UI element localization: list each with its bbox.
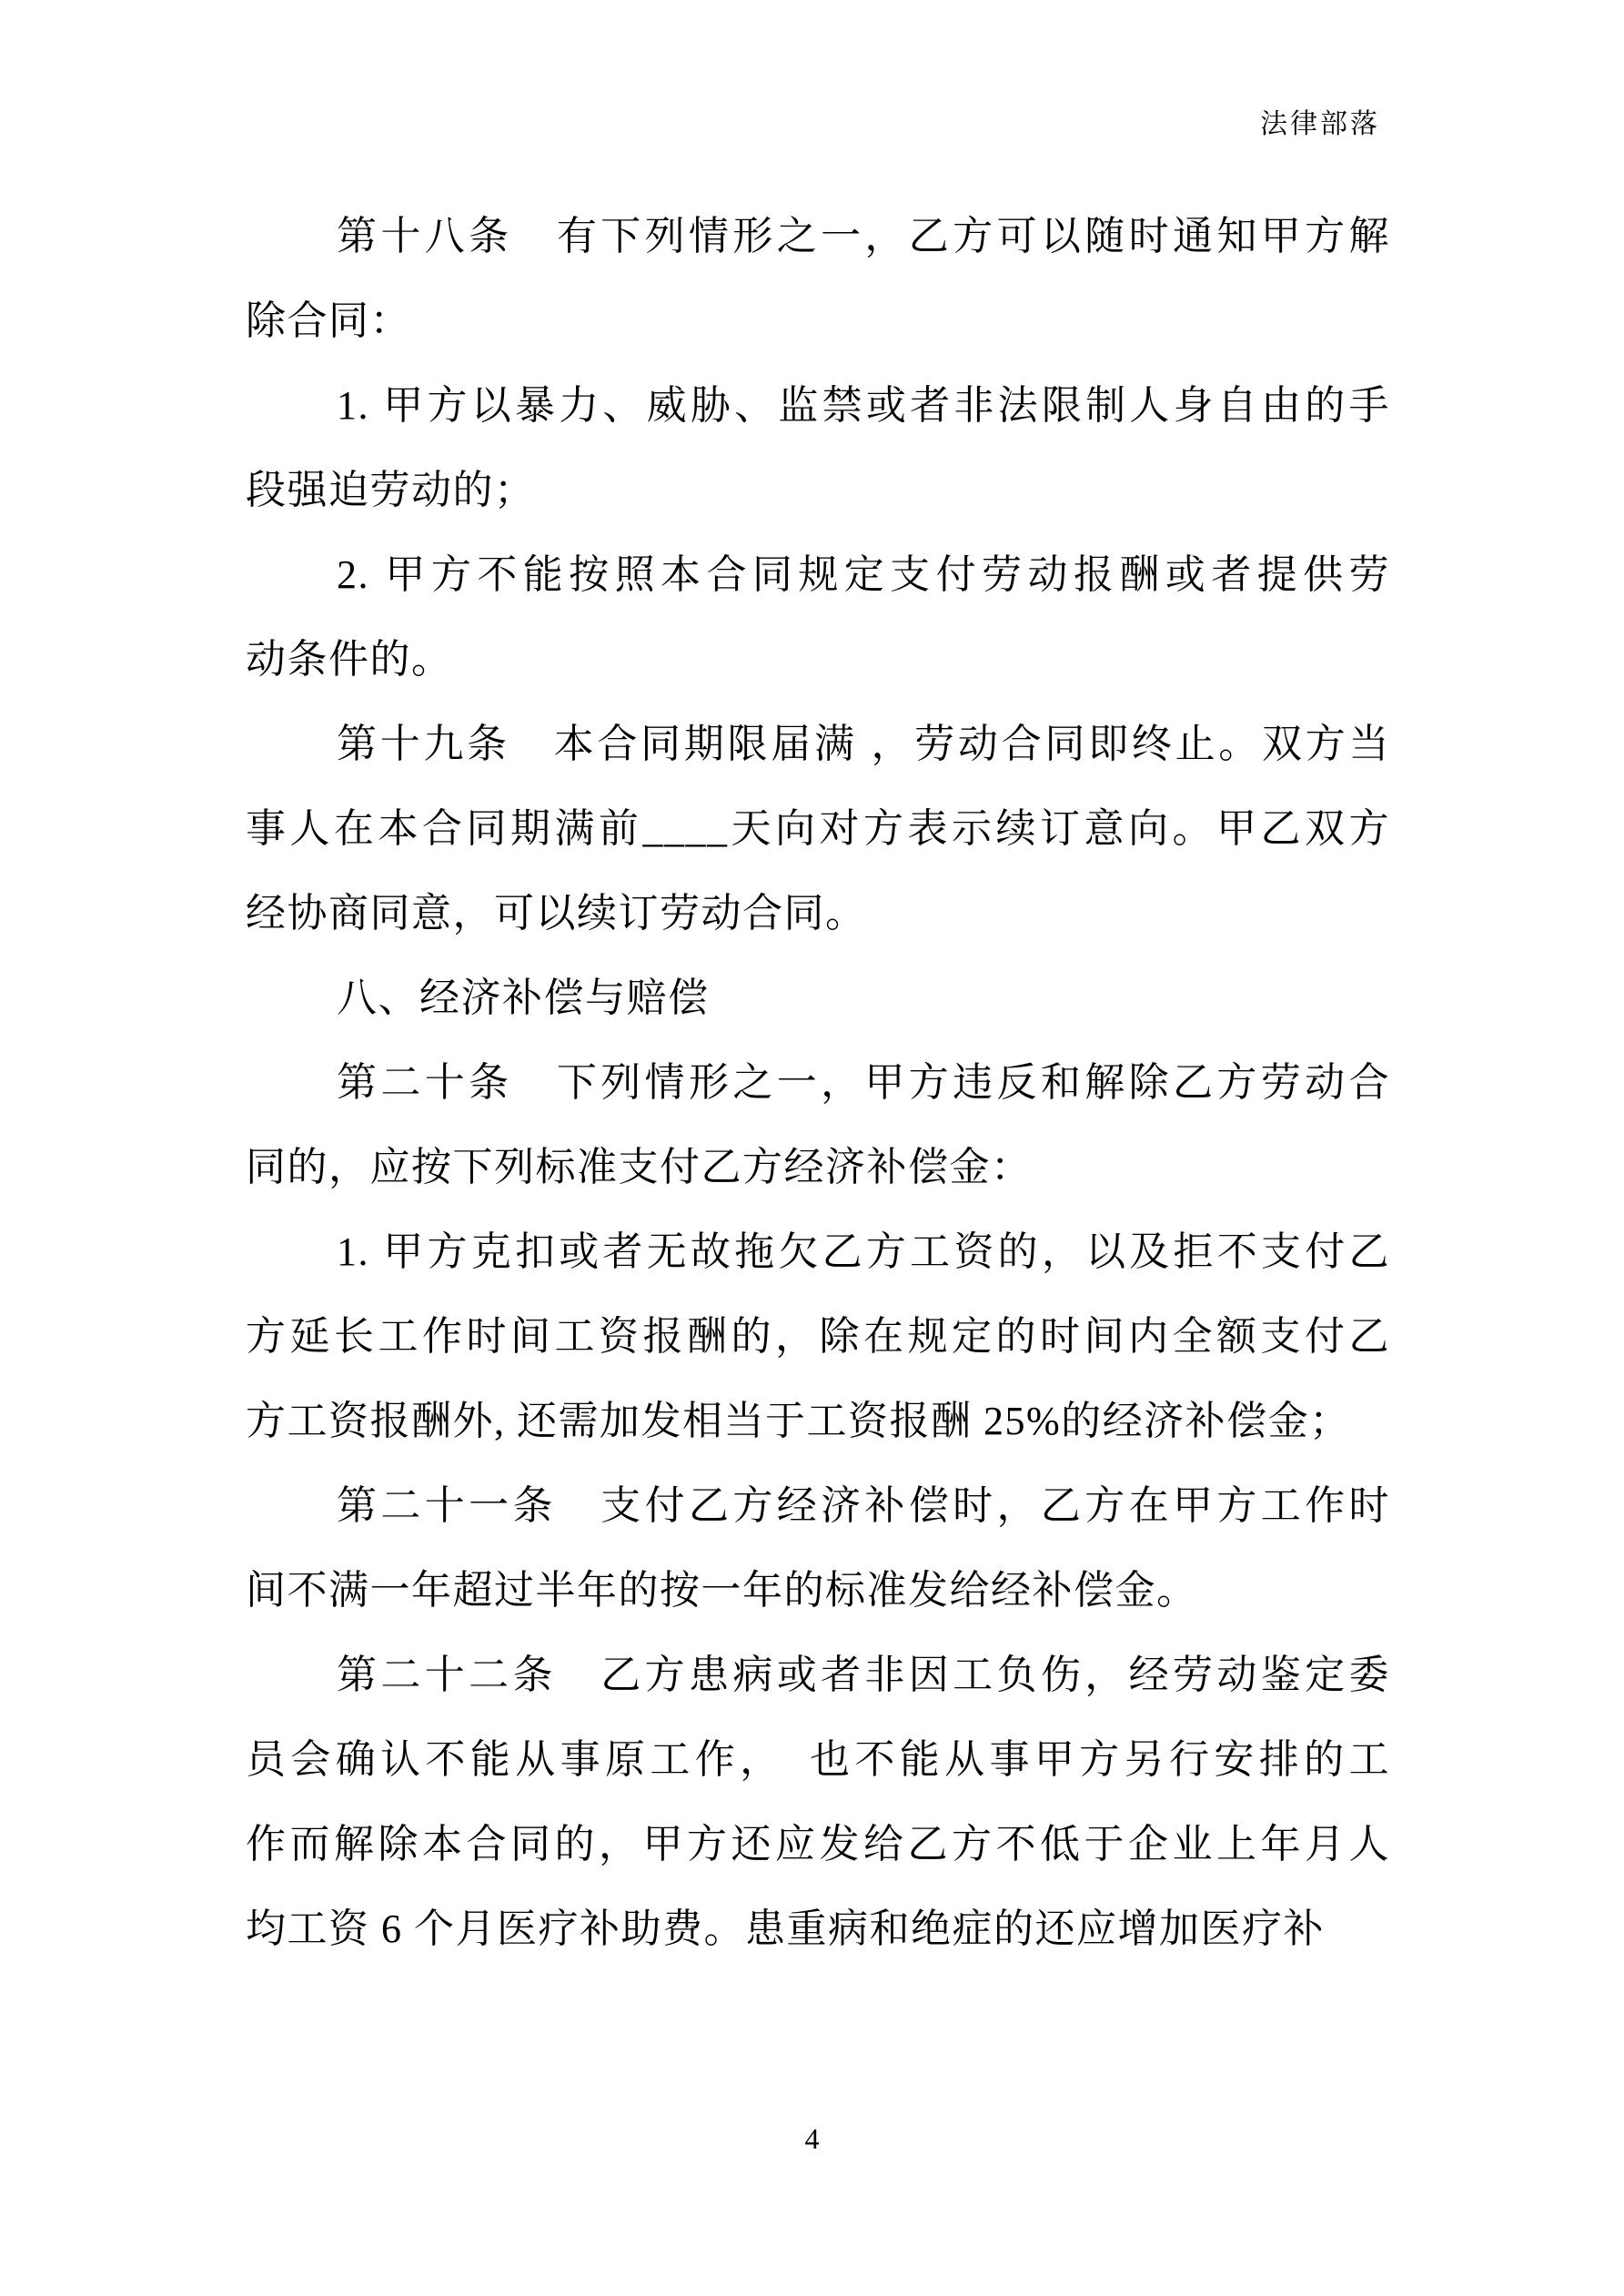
page-number: 4 xyxy=(804,2122,820,2155)
text-line-4: 段强迫劳动的； xyxy=(246,468,536,512)
text-line-21: 均工资 6 个月医疗补助费。患重病和绝症的还应增加医疗补 xyxy=(246,1907,1325,1951)
text-line-12: 同的，应按下列标准支付乙方经济补偿金： xyxy=(246,1145,1033,1189)
text-line-18: 第二十二条 乙方患病或者非因工负伤，经劳动鉴定委 xyxy=(337,1653,1390,1697)
document-body xyxy=(246,194,1390,1971)
text-line-11: 第二十条 下列情形之一，甲方违反和解除乙方劳动合 xyxy=(337,1060,1390,1105)
text-line-13: 1. 甲方克扣或者无故拖欠乙方工资的，以及拒不支付乙 xyxy=(337,1229,1390,1274)
text-line-8: 事人在本合同期满前____天向对方表示续订意向。甲乙双方 xyxy=(246,806,1390,851)
text-line-5: 2. 甲方不能按照本合同规定支付劳动报酬或者提供劳 xyxy=(337,552,1390,597)
text-line-6: 动条件的。 xyxy=(246,637,453,682)
text-line-20: 作而解除本合同的，甲方还应发给乙方不低于企业上年月人 xyxy=(246,1822,1390,1866)
text-line-15: 方工资报酬外, 还需加发相当于工资报酬 25%的经济补偿金； xyxy=(246,1399,1351,1443)
text-line-19: 员会确认不能从事原工作， 也不能从事甲方另行安排的工 xyxy=(246,1737,1390,1782)
text-line-10: 八、经济补偿与赔偿 xyxy=(337,976,710,1020)
text-line-14: 方延长工作时间工资报酬的，除在规定的时间内全额支付乙 xyxy=(246,1314,1390,1359)
page-header-site-label: 法律部落 xyxy=(1260,109,1380,139)
text-line-9: 经协商同意，可以续订劳动合同。 xyxy=(246,891,867,936)
text-line-7: 第十九条 本合同期限届满 ，劳动合同即终止。双方当 xyxy=(337,722,1390,766)
text-line-1: 第十八条 有下列情形之一，乙方可以随时通知甲方解 xyxy=(337,214,1390,258)
text-line-2: 除合同： xyxy=(246,298,411,343)
text-line-3: 1. 甲方以暴力、威胁、监禁或者非法限制人身自由的手 xyxy=(337,383,1390,428)
text-line-17: 间不满一年超过半年的按一年的标准发给经补偿金。 xyxy=(246,1568,1198,1613)
text-line-16: 第二十一条 支付乙方经济补偿时，乙方在甲方工作时 xyxy=(337,1483,1390,1528)
